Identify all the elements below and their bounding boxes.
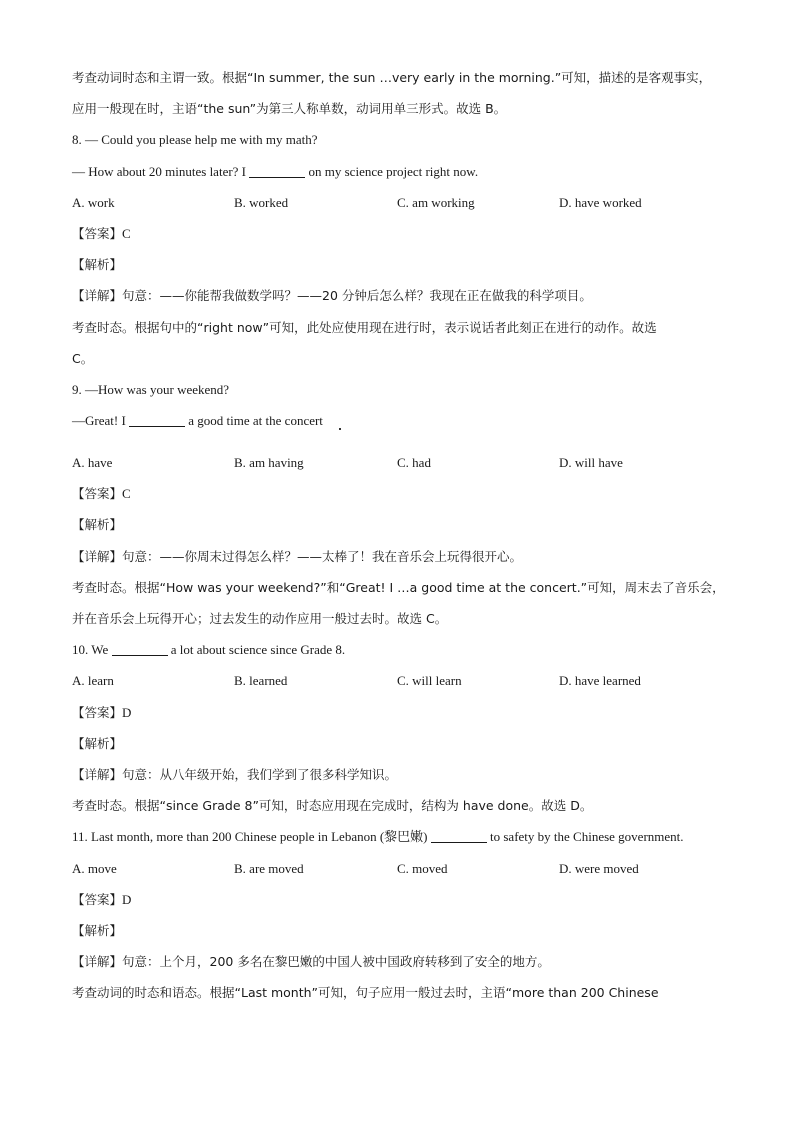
- option-b: B. worked: [234, 194, 289, 210]
- option-a: A. move: [72, 860, 117, 876]
- document-page: [72, 62, 732, 1008]
- answer-value: D: [122, 704, 132, 720]
- question-text-after: a good time at the concert: [185, 413, 323, 429]
- explanation-line: 【解析】: [72, 735, 123, 751]
- answer-value: C: [122, 225, 131, 241]
- explanation-line: 【详解】句意：——你周末过得怎么样？——太棒了！我在音乐会上玩得很开心。: [72, 548, 523, 564]
- answer-options: [72, 853, 732, 884]
- answer-line: [72, 218, 732, 249]
- fill-blank: [431, 828, 487, 843]
- answer-label: 【答案】: [72, 225, 123, 241]
- question-text-before: 10. We: [72, 642, 112, 658]
- explanation-line: 应用一般现在时，主语“the sun”为第三人称单数，动词用单三形式。故选 B。: [72, 101, 507, 117]
- option-b: B. am having: [234, 455, 304, 471]
- fill-blank: [129, 412, 185, 427]
- question-line: [72, 156, 732, 187]
- option-b: B. learned: [234, 673, 288, 689]
- question-text-after: a lot about science since Grade 8.: [167, 642, 346, 658]
- option-d: D. were moved: [559, 860, 639, 876]
- fill-blank: [249, 163, 305, 178]
- question-text-after: to safety by the Chinese government.: [486, 829, 684, 845]
- question-line: 9. —How was your weekend?: [72, 381, 230, 397]
- explanation-line: 【详解】句意：——你能帮我做数学吗？——20 分钟后怎么样？我现在正在做我的科学项目。: [72, 288, 592, 304]
- option-c: C. had: [397, 455, 431, 471]
- answer-label: 【答案】: [72, 486, 123, 502]
- answer-options: [72, 665, 732, 696]
- explanation-line: 【解析】: [72, 517, 123, 533]
- question-text-before: —Great! I: [72, 413, 130, 429]
- answer-label: 【答案】: [72, 891, 123, 907]
- option-c: C. moved: [397, 860, 448, 876]
- explanation-line: 考查动词的时态和语态。根据“Last month”可知，句子应用一般过去时，主语“more than 200 Chinese: [72, 985, 659, 1001]
- option-a: A. learn: [72, 673, 114, 689]
- stray-dot: [339, 428, 341, 430]
- explanation-line: 考查时态。根据句中的“right now”可知，此处应使用现在进行时，表示说话者此刻正在进行的动作。故选: [72, 319, 657, 335]
- answer-value: C: [122, 486, 131, 502]
- option-d: D. have learned: [559, 673, 641, 689]
- answer-label: 【答案】: [72, 704, 123, 720]
- question-line: [72, 821, 732, 852]
- option-a: A. work: [72, 194, 115, 210]
- option-c: C. will learn: [397, 673, 462, 689]
- fill-blank: [112, 641, 168, 656]
- answer-line: [72, 697, 732, 728]
- explanation-line: C。: [72, 350, 94, 366]
- explanation-line: 【详解】句意：上个月，200 多名在黎巴嫩的中国人被中国政府转移到了安全的地方。: [72, 954, 550, 970]
- question-line: [72, 405, 732, 447]
- explanation-line: 考查动词时态和主谓一致。根据“In summer, the sun …very early in the morning.”可知，描述的是客观事实，: [72, 70, 712, 85]
- explanation-line: 【详解】句意：从八年级开始，我们学到了很多科学知识。: [72, 766, 398, 782]
- explanation-line: 考查时态。根据“How was your weekend?”和“Great! I …a good time at the concert.”可知，周末去了音乐会，: [72, 579, 725, 595]
- answer-line: [72, 478, 732, 509]
- option-d: D. have worked: [559, 194, 642, 210]
- explanation-line: 并在音乐会上玩得开心；过去发生的动作应用一般过去时。故选 C。: [72, 611, 448, 626]
- explanation-line: 考查时态。根据“since Grade 8”可知，时态应用现在完成时，结构为 have done。故选 D。: [72, 798, 593, 814]
- option-c: C. am working: [397, 194, 475, 210]
- option-d: D. will have: [559, 455, 623, 471]
- explanation-line: 【解析】: [72, 922, 123, 938]
- option-b: B. are moved: [234, 860, 304, 876]
- answer-options: [72, 447, 732, 478]
- question-line: 8. — Could you please help me with my math?: [72, 132, 318, 148]
- question-text-after: on my science project right now.: [305, 163, 479, 179]
- question-text-before: 11. Last month, more than 200 Chinese people in Lebanon (黎巴嫩): [72, 829, 431, 845]
- answer-line: [72, 884, 732, 915]
- answer-value: D: [122, 891, 132, 907]
- question-text-before: — How about 20 minutes later? I: [72, 163, 250, 179]
- explanation-line: 【解析】: [72, 257, 123, 273]
- answer-options: [72, 187, 732, 218]
- option-a: A. have: [72, 455, 113, 471]
- question-line: [72, 634, 732, 665]
